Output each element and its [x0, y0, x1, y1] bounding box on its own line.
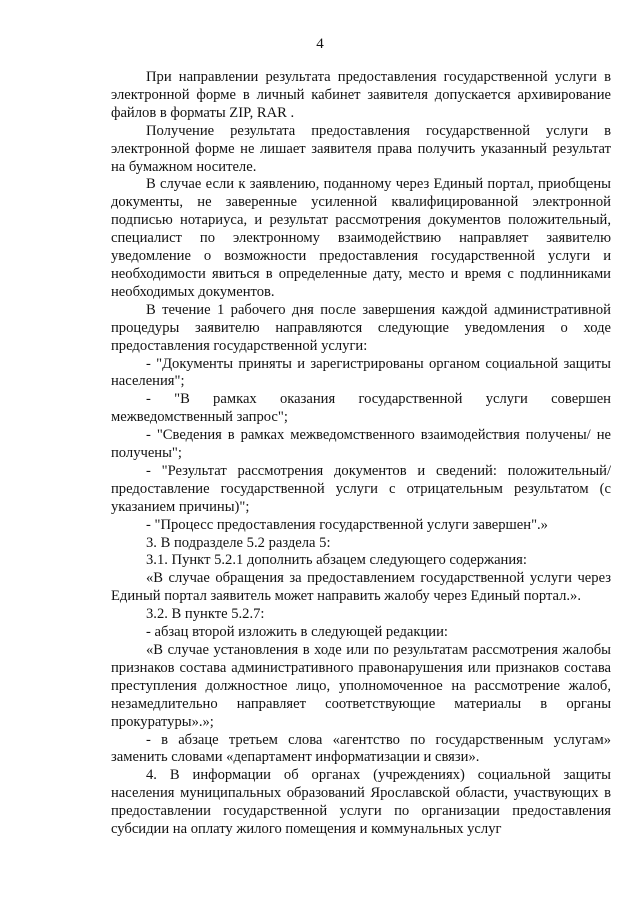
paragraph-unsigned-documents: В случае если к заявлению, поданному через Единый портал, приобщены документы, не заверенные усиленной квалифицированной электронной подписью нотариуса, и результат рассмотрения документов положительный, специалист по электронному взаимодействию направляет заявителю уведомление о возможности предоставления государственной услуги и необходимости явиться в определенные дату, место и время с подлинниками необходимых документов. — [111, 176, 611, 300]
clause-3-2: 3.2. В пункте 5.2.7: — [146, 606, 265, 623]
clause-3-2-paragraph-two: - абзац второй изложить в следующей редакции: — [146, 624, 448, 641]
clause-3-2-new-text: «В случае установления в ходе или по результатам рассмотрения жалобы признаков состава административного правонарушения или признаков состава преступления должностное лицо, уполномоченное на рассмотрение жалоб, незамедлительно направляет соответствующие материалы в органы прокуратуры».»; — [111, 642, 611, 730]
page-number: 4 — [316, 36, 324, 52]
section-4-text: 4. В информации об органах (учреждениях) социальной защиты населения муниципальных образований Ярославской области, участвующих в предоставлении государственной услуги по организации предоставления субсидии на оплату жилого помещения и коммунальных услуг — [111, 767, 611, 838]
clause-3-2-paragraph-three: - в абзаце третьем слова «агентство по государственным услугам» заменить словами «департамент информатизации и связи». — [111, 731, 611, 766]
list-item-process-completed: - "Процесс предоставления государственной услуги завершен".» — [146, 516, 548, 533]
document-body — [111, 69, 611, 839]
list-item-documents-accepted: - "Документы приняты и зарегистрированы органом социальной защиты населения"; — [111, 355, 611, 390]
list-item-interagency-request: - "В рамках оказания государственной услуги совершен межведомственный запрос"; — [111, 391, 611, 426]
paragraph-paper-copy: Получение результата предоставления государственной услуги в электронной форме не лишает заявителя права получить указанный результат на бумажном носителе. — [111, 122, 611, 175]
paragraph-archiving: При направлении результата предоставления государственной услуги в электронной форме в личный кабинет заявителя допускается архивирование файлов в форматы ZIP, RAR . — [111, 69, 611, 121]
list-item-review-result: - "Результат рассмотрения документов и сведений: положительный/ предоставление государственной услуги с отрицательным результатом (с указанием причины)"; — [111, 462, 611, 515]
paragraph-notifications-intro: В течение 1 рабочего дня после завершения каждой административной процедуры заявителю направляются следующие уведомления о ходе предоставления государственной услуги: — [111, 301, 611, 354]
list-item-information-received: - "Сведения в рамках межведомственного взаимодействия получены/ не получены"; — [111, 427, 611, 462]
section-3-heading: 3. В подразделе 5.2 раздела 5: — [146, 534, 331, 551]
clause-3-1: 3.1. Пункт 5.2.1 дополнить абзацем следующего содержания: — [146, 552, 527, 569]
clause-3-1-text: «В случае обращения за предоставлением государственной услуги через Единый портал заявитель может направить жалобу через Единый портал.». — [111, 570, 611, 605]
